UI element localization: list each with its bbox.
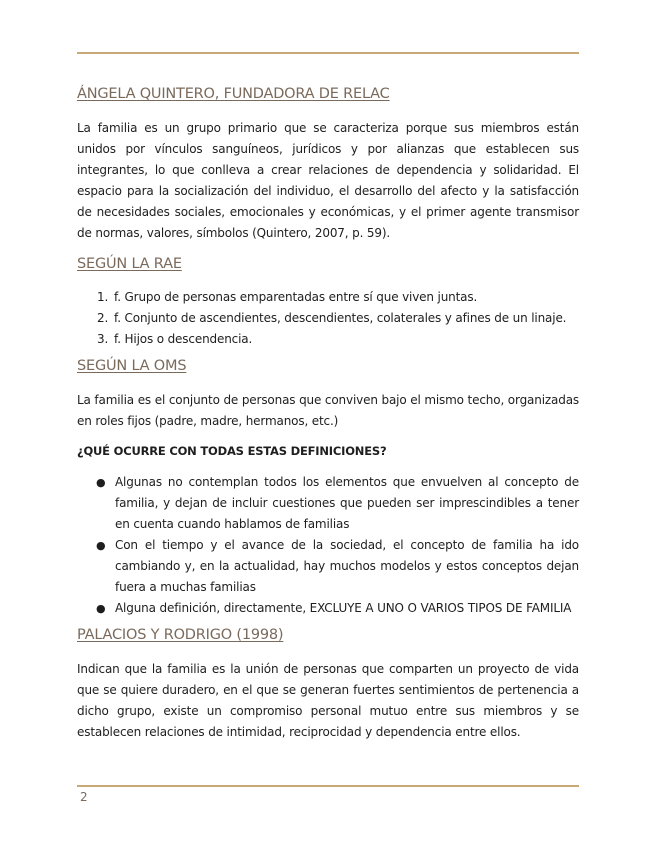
list-item: 2. f. Conjunto de ascendientes, descendientes, colaterales y afines de un linaje. — [97, 311, 567, 325]
heading-angela-quintero: ÁNGELA QUINTERO, FUNDADORA DE RELAC — [77, 86, 390, 102]
bullet-icon: ● — [96, 476, 106, 489]
page-number: 2 — [80, 790, 88, 804]
heading-palacios-rodrigo: PALACIOS Y RODRIGO (1998) — [77, 627, 284, 643]
heading-segun-rae: SEGÚN LA RAE — [77, 256, 182, 272]
paragraph-angela-quintero: La familia es un grupo primario que se caracteriza porque sus miembros están unidos por vínculos sanguíneos, jurídicos y por alianzas que establecen sus integrantes, lo que conlleva a crear relaciones de dependencia y solidaridad. El espacio para la socialización del individuo, el desarrollo del afecto y la satisfacción de necesidades sociales, emocionales y económicas, y el primer agente transmisor de normas, valores, símbolos (Quintero, 2007, p. 59). — [77, 121, 579, 240]
document-body — [77, 62, 579, 743]
paragraph-oms: La familia es el conjunto de personas que conviven bajo el mismo techo, organizadas en roles fijos (padre, madre, hermanos, etc.) — [77, 393, 579, 428]
rae-definitions-list — [77, 287, 579, 350]
header-rule — [77, 52, 579, 54]
definitions-issues-list — [77, 472, 579, 619]
list-item: 3. f. Hijos o descendencia. — [97, 332, 253, 346]
list-item: 1. f. Grupo de personas emparentadas entre sí que viven juntas. — [97, 290, 478, 304]
bullet-icon: ● — [96, 602, 106, 615]
paragraph-palacios-rodrigo: Indican que la familia es la unión de personas que comparten un proyecto de vida que se quiere duradero, en el que se generan fuertes sentimientos de pertenencia a dicho grupo, existe un compromiso personal mutuo entre sus miembros y se establecen relaciones de intimidad, reciprocidad y dependencia entre ellos. — [77, 662, 579, 739]
heading-segun-oms: SEGÚN LA OMS — [77, 358, 187, 374]
list-item: ● Alguna definición, directamente, EXCLUYE A UNO O VARIOS TIPOS DE FAMILIA — [77, 598, 579, 619]
list-item: ● Con el tiempo y el avance de la sociedad, el concepto de familia ha ido cambiando y, en la actualidad, hay muchos modelos y estos conceptos dejan fuera a muchas familias — [77, 535, 579, 598]
subheading-que-ocurre: ¿QUÉ OCURRE CON TODAS ESTAS DEFINICIONES? — [77, 444, 387, 458]
bullet-icon: ● — [96, 539, 106, 552]
list-item: ● Algunas no contemplan todos los elementos que envuelven al concepto de familia, y dejan de incluir cuestiones que pueden ser imprescindibles a tener en cuenta cuando hablamos de familias — [77, 472, 579, 535]
footer-rule — [77, 785, 579, 787]
